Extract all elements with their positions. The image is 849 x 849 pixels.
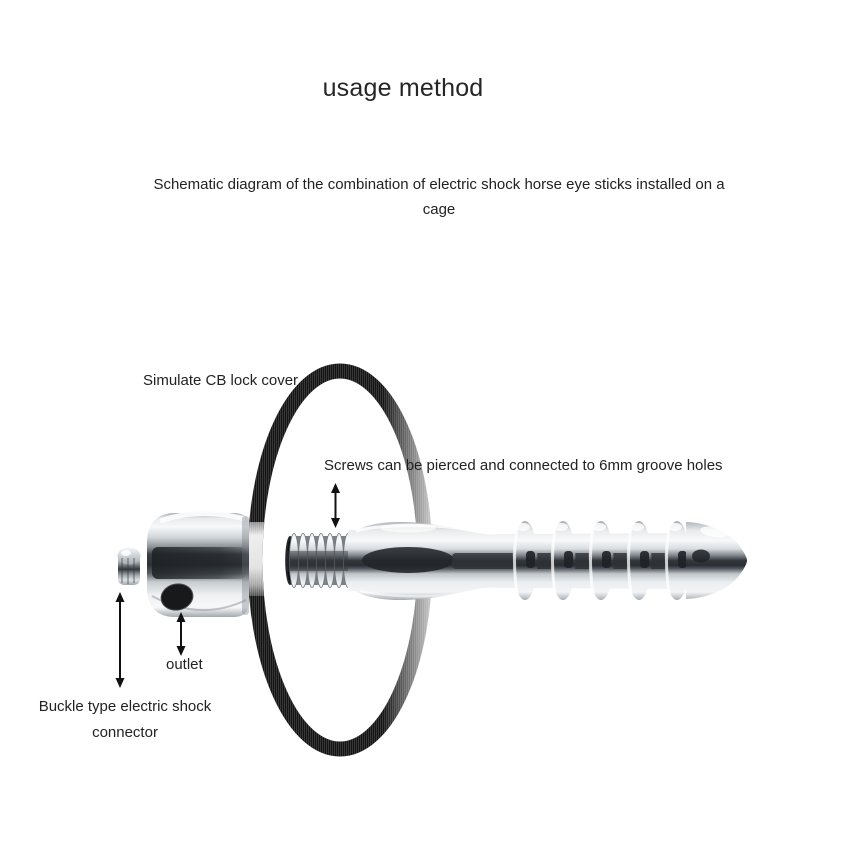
rod-tip: [686, 522, 747, 599]
subtitle-line2: cage: [422, 201, 456, 218]
label-screw-groove-holes: Screws can be pierced and connected to 6mm groove holes: [324, 457, 723, 474]
double-arrow-screws: [331, 483, 340, 528]
label-simulate-cb-lock-cover: Simulate CB lock cover: [143, 372, 299, 389]
connector-knob: [118, 548, 141, 586]
label-buckle-line2: connector: [92, 723, 158, 741]
threaded-rod: [285, 521, 747, 600]
label-buckle-line1: Buckle type electric shock: [38, 698, 212, 715]
page-title: usage method: [322, 74, 484, 102]
label-outlet: outlet: [166, 656, 203, 673]
screw-thread: [285, 530, 356, 591]
subtitle-line1: Schematic diagram of the combination of electric shock horse eye sticks installed on a: [153, 176, 725, 193]
buckle-connector: [118, 513, 250, 617]
double-arrow-connector: [116, 592, 125, 688]
double-arrow-outlet: [177, 612, 186, 656]
